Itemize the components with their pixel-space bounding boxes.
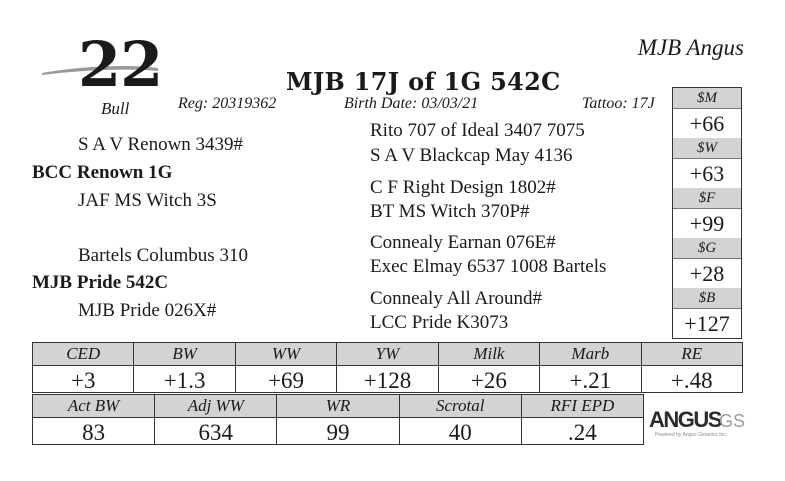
svg-text:ANGUS: ANGUS — [649, 407, 721, 432]
epd-col-re — [642, 343, 742, 392]
sire-dam: JAF MS Witch 3S — [78, 190, 217, 211]
epd-col-ced — [33, 343, 134, 392]
pedigree-g1: Rito 707 of Ideal 3407 7075 — [370, 120, 585, 141]
epd-value: +.21 — [569, 368, 612, 393]
epd-value: 99 — [326, 420, 350, 445]
epd-value: +128 — [363, 368, 412, 393]
epd-value: .24 — [568, 420, 597, 445]
epd-col-adj-ww — [155, 395, 277, 444]
index-value-f: +99 — [689, 211, 725, 236]
dam-sire: Bartels Columbus 310 — [78, 245, 248, 266]
registration-number: Reg: 20319362 — [178, 95, 277, 112]
index-value-w: +63 — [689, 161, 725, 186]
epd-label: Milk — [439, 343, 539, 366]
epd-value: 634 — [198, 420, 234, 445]
epd-col-act-bw — [33, 395, 155, 444]
epd-label: WW — [236, 343, 336, 366]
index-value-g: +28 — [689, 261, 725, 286]
index-label-g: $G — [673, 238, 741, 259]
epd-value: +26 — [470, 368, 507, 393]
lot-class: Bull — [101, 99, 130, 118]
pedigree-g5: Connealy Earnan 076E# — [370, 232, 556, 253]
svg-text:Powered by Angus Genetics Inc.: Powered by Angus Genetics Inc. — [655, 432, 728, 438]
epd-value: +3 — [70, 368, 96, 393]
pedigree-g3: C F Right Design 1802# — [370, 177, 556, 198]
dam: MJB Pride 542C — [32, 272, 169, 293]
epd-label: Adj WW — [155, 395, 276, 418]
sire: BCC Renown 1G — [32, 162, 173, 183]
angus-gs-logo — [647, 403, 745, 439]
svg-text:GS: GS — [719, 411, 745, 431]
epd-value: +69 — [268, 368, 305, 393]
index-label-w: $W — [673, 138, 741, 159]
epd-label: RFI EPD — [522, 395, 643, 418]
epd-col-yw — [337, 343, 438, 392]
epd-label: BW — [134, 343, 234, 366]
brand-name: MJB Angus — [637, 35, 744, 60]
epd-label: CED — [33, 343, 133, 366]
pedigree-g8: LCC Pride K3073 — [370, 312, 509, 333]
epd-table-secondary — [32, 394, 644, 445]
epd-col-rfi-epd — [522, 395, 643, 444]
epd-value: 83 — [82, 420, 106, 445]
epd-col-bw — [134, 343, 235, 392]
index-value-m: +66 — [689, 111, 725, 136]
animal-name: MJB 17J of 1G 542C — [286, 67, 561, 96]
dam-dam: MJB Pride 026X# — [78, 300, 217, 321]
pedigree-g6: Exec Elmay 6537 1008 Bartels — [370, 256, 607, 277]
pedigree-g2: S A V Blackcap May 4136 — [370, 145, 573, 166]
epd-value: +1.3 — [163, 368, 206, 393]
tattoo: Tattoo: 17J — [582, 95, 655, 112]
sire-sire: S A V Renown 3439# — [78, 134, 244, 155]
epd-label: RE — [642, 343, 742, 366]
epd-col-scrotal — [400, 395, 522, 444]
epd-value: 40 — [448, 420, 472, 445]
lot-number: 22 — [78, 28, 163, 101]
epd-col-ww — [236, 343, 337, 392]
index-label-f: $F — [673, 188, 741, 209]
epd-label: WR — [277, 395, 398, 418]
pedigree-g7: Connealy All Around# — [370, 288, 543, 309]
epd-col-milk — [439, 343, 540, 392]
index-value-b: +127 — [684, 311, 730, 336]
epd-value: +.48 — [670, 368, 713, 393]
dollar-index-table — [672, 87, 742, 339]
epd-label: Act BW — [33, 395, 154, 418]
index-label-m: $M — [673, 88, 741, 109]
epd-col-wr — [277, 395, 399, 444]
epd-label: YW — [337, 343, 437, 366]
epd-label: Scrotal — [400, 395, 521, 418]
birth-date: Birth Date: 03/03/21 — [344, 95, 479, 112]
index-label-b: $B — [673, 288, 741, 309]
epd-col-marb — [540, 343, 641, 392]
pedigree-g4: BT MS Witch 370P# — [370, 201, 530, 222]
epd-label: Marb — [540, 343, 640, 366]
epd-table-primary — [32, 342, 743, 393]
